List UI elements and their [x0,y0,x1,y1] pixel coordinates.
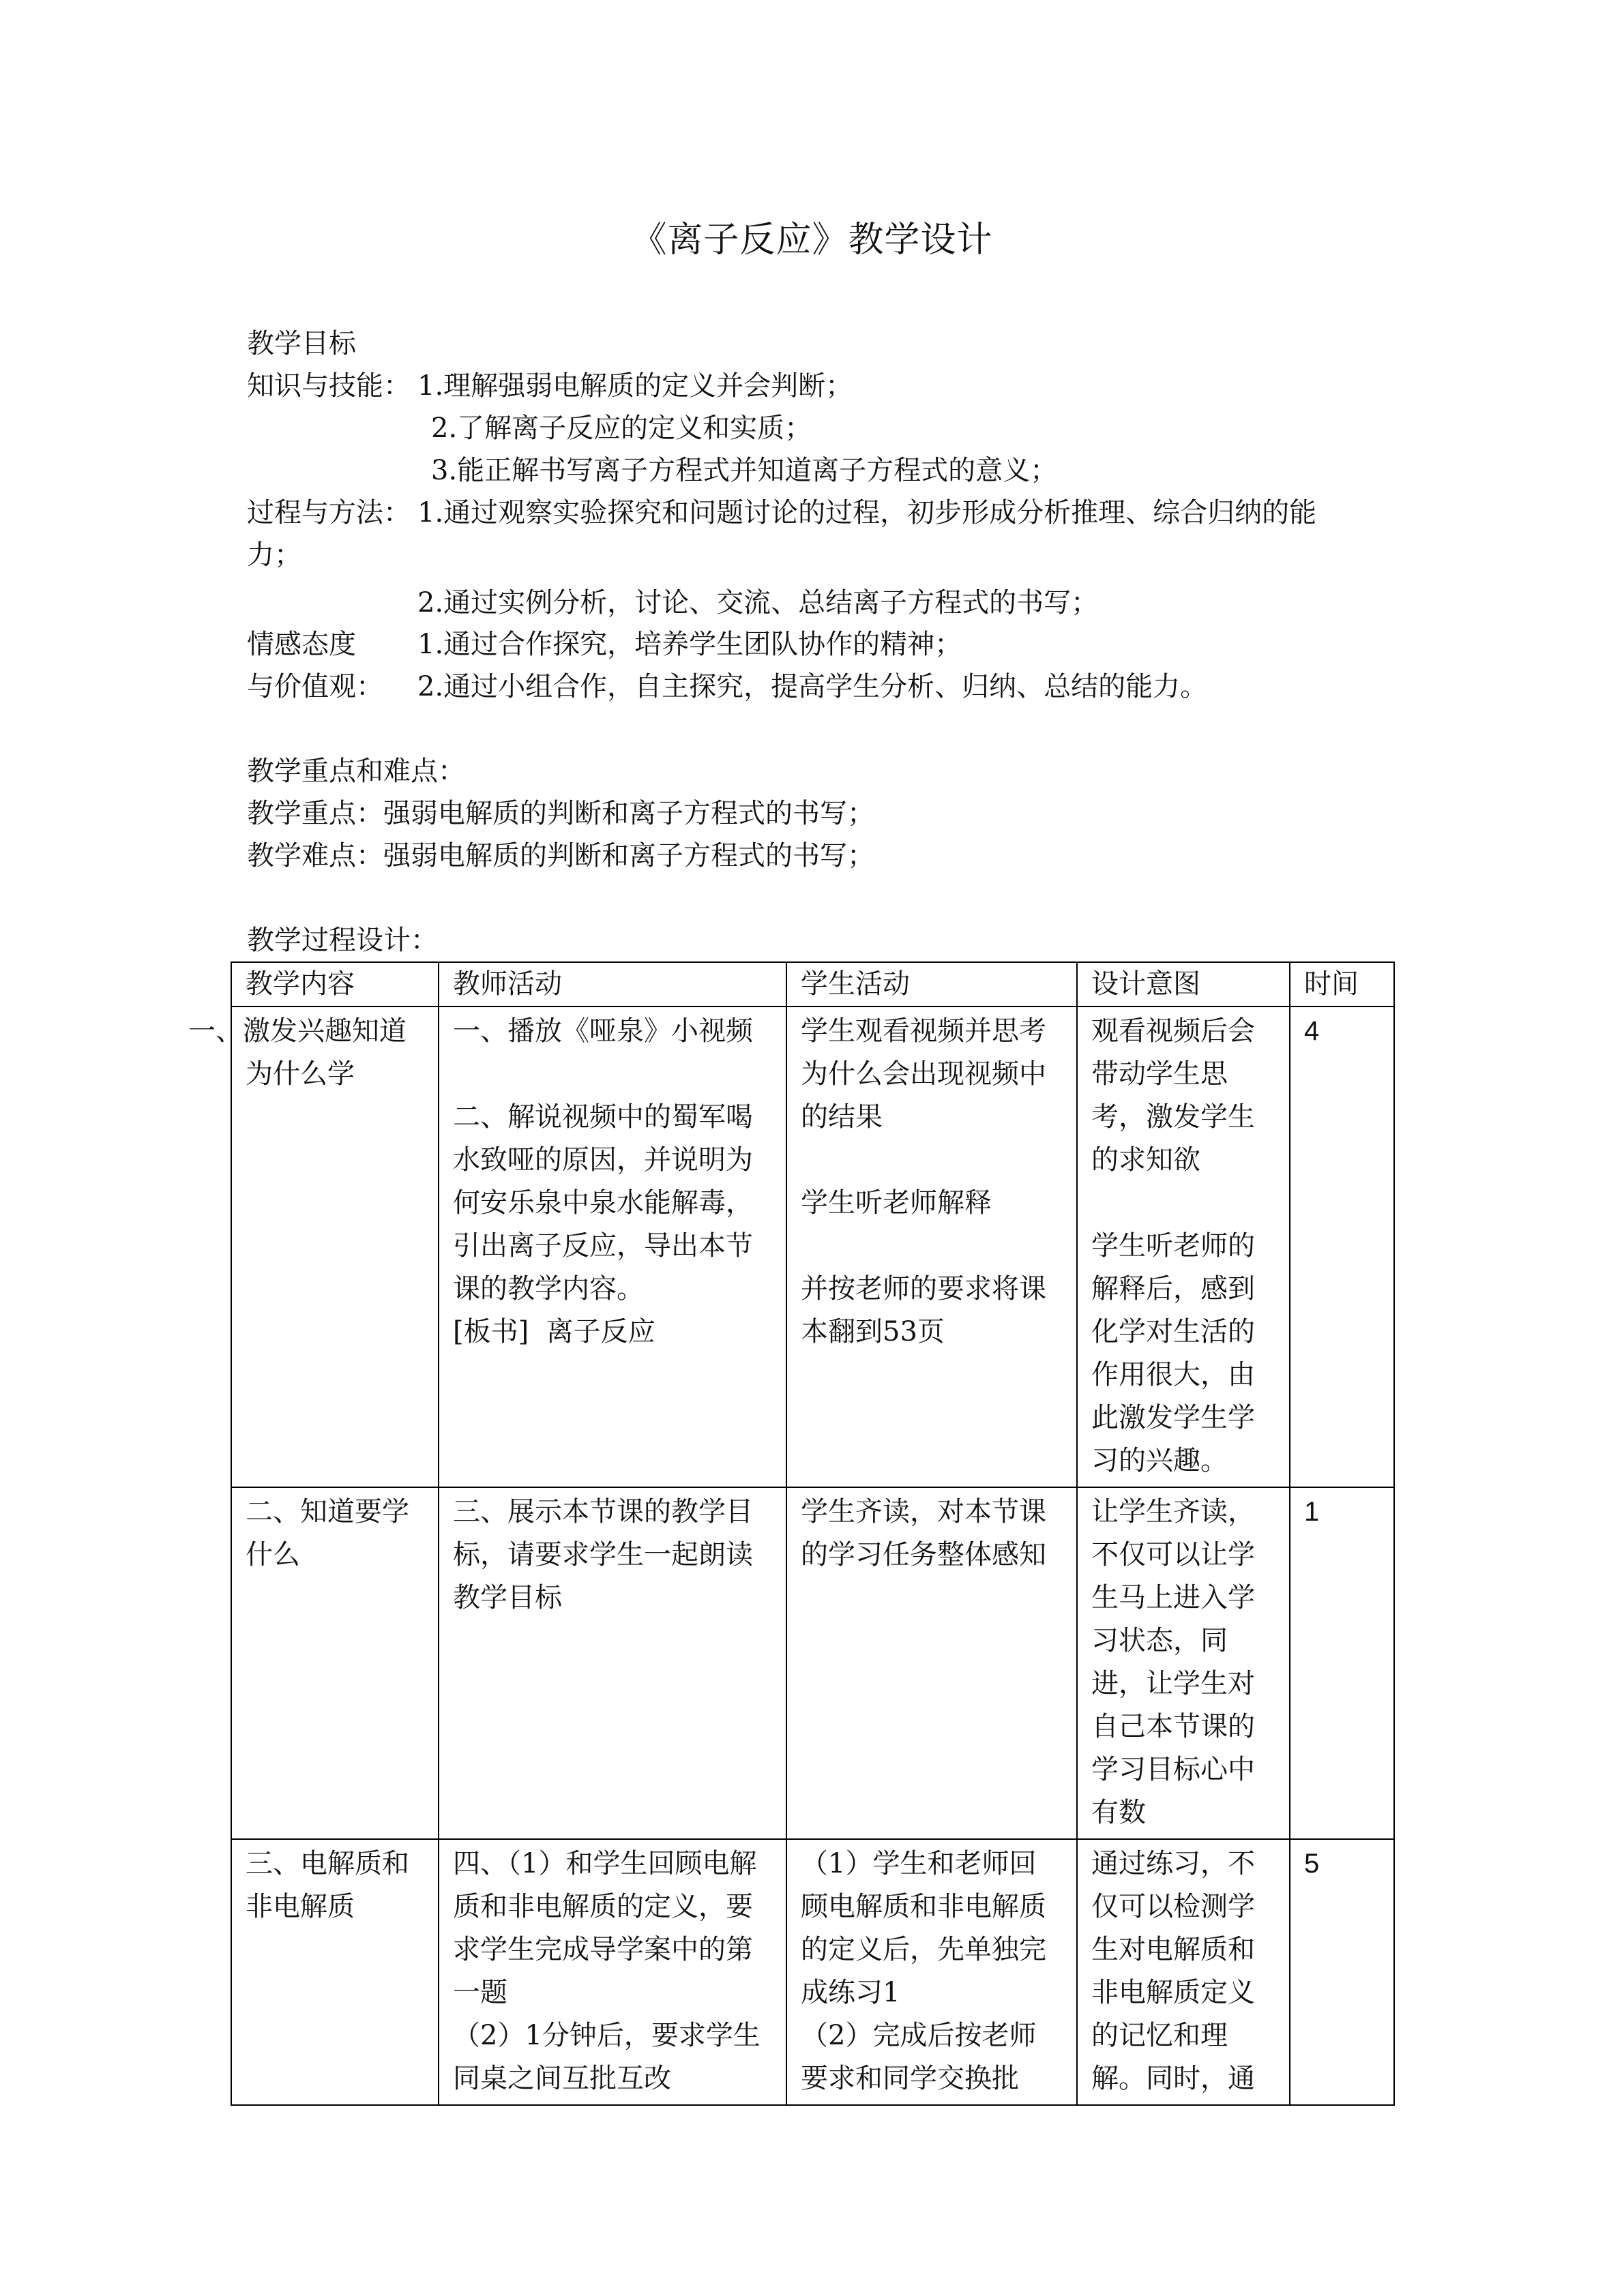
cell-intent: 让学生齐读，不仅可以让学生马上进入学习状态，同进，让学生对自己本节课的学习目标心中有数 [1077,1487,1290,1839]
emotion-item-1: 1.通过合作探究，培养学生团队协作的精神； [417,629,962,660]
knowledge-item-3: 3.能正解书写离子方程式并知道离子方程式的意义； [431,455,1058,486]
knowledge-item-2: 2.了解离子反应的定义和实质； [431,413,812,444]
column-header-time: 时间 [1290,962,1394,1007]
key-points-heading: 教学重点和难点： [247,756,465,787]
column-header-teacher: 教师活动 [439,962,786,1007]
process-item-1-wrap: 力； [247,539,301,571]
process-item-1: 1.通过观察实验探究和问题讨论的过程，初步形成分析推理、综合归纳的能 [417,497,1317,528]
key-focus: 教学重点：强弱电解质的判断和离子方程式的书写； [247,798,874,829]
process-item-2: 2.通过实例分析，讨论、交流、总结离子方程式的书写； [417,587,1099,618]
cell-content: 二、知道要学什么 [231,1487,439,1839]
knowledge-item-1: 1.理解强弱电解质的定义并会判断； [417,370,853,402]
process-design-heading: 教学过程设计： [247,925,438,956]
emotion-label-2: 与价值观： [247,671,383,702]
cell-time: 1 [1290,1487,1394,1839]
emotion-label-1: 情感态度 [247,629,356,660]
cell-student: 学生观看视频并思考为什么会出现视频中的结果 学生听老师解释 并按老师的要求将课本翻到53页 [786,1007,1077,1487]
cell-teacher: 三、展示本节课的教学目标，请要求学生一起朗读教学目标 [439,1487,786,1839]
cell-teacher: 四、（1）和学生回顾电解质和非电解质的定义，要求学生完成导学案中的第一题 （2）1分钟后，要求学生同桌之间互批互改 [439,1839,786,2105]
column-header-content: 教学内容 [231,962,439,1007]
table-header-row [231,962,1394,1007]
cell-teacher: 一、播放《哑泉》小视频 二、解说视频中的蜀军喝水致哑的原因，并说明为何安乐泉中泉水能解毒，引出离子反应，导出本节课的教学内容。 [板书] 离子反应 [439,1007,786,1487]
table-row [231,1007,1394,1487]
process-label: 过程与方法： [247,497,411,528]
cell-time: 4 [1290,1007,1394,1487]
cell-content: 三、电解质和非电解质 [231,1839,439,2105]
process-table [188,961,1395,2106]
cell-content: 一、激发兴趣知道为什么学 [231,1007,439,1487]
cell-student: （1）学生和老师回顾电解质和非电解质的定义后，先单独完成练习1 （2）完成后按老师要求和同学交换批 [786,1839,1077,2105]
objectives-heading: 教学目标 [247,328,356,359]
emotion-item-2: 2.通过小组合作，自主探究，提高学生分析、归纳、总结的能力。 [417,671,1208,702]
cell-time: 5 [1290,1839,1394,2105]
knowledge-label: 知识与技能： [247,370,411,402]
column-header-student: 学生活动 [786,962,1077,1007]
table-row [231,1839,1394,2105]
cell-intent: 观看视频后会带动学生思考，激发学生的求知欲 学生听老师的解释后，感到化学对生活的作用很大，由此激发学生学习的兴趣。 [1077,1007,1290,1487]
column-header-intent: 设计意图 [1077,962,1290,1007]
cell-intent: 通过练习，不仅可以检测学生对电解质和非电解质定义的记忆和理解。同时，通 [1077,1839,1290,2105]
table-row [231,1487,1394,1839]
cell-student: 学生齐读，对本节课的学习任务整体感知 [786,1487,1077,1839]
document-title: 《离子反应》教学设计 [631,220,993,260]
key-difficulty: 教学难点：强弱电解质的判断和离子方程式的书写； [247,840,874,871]
